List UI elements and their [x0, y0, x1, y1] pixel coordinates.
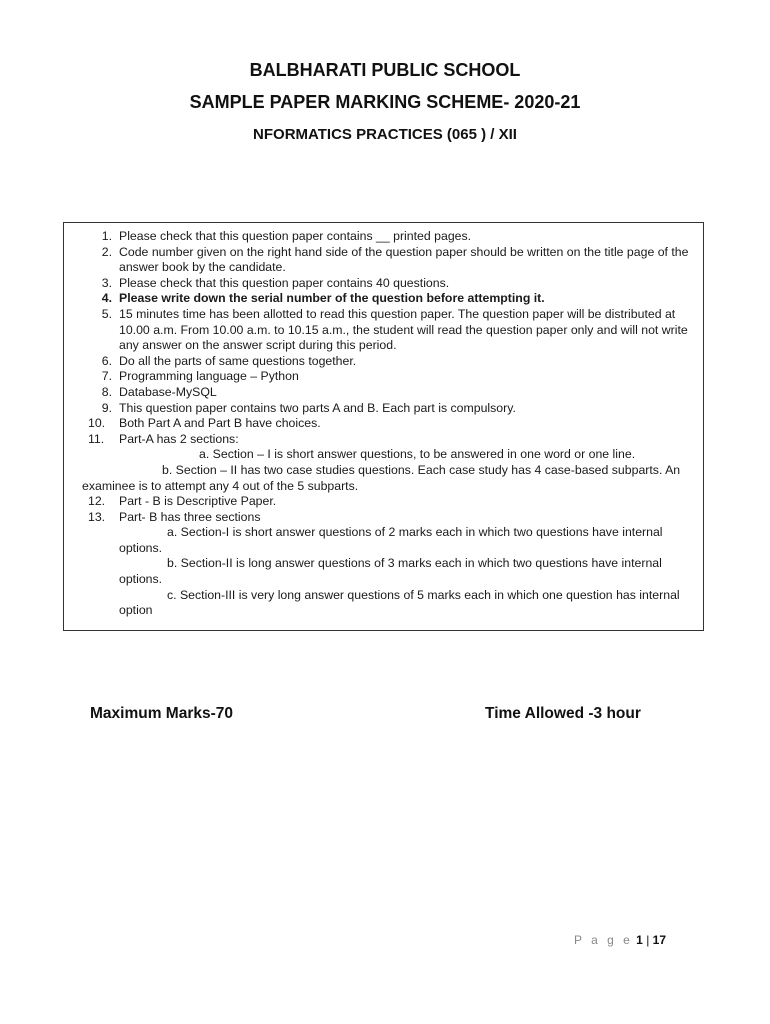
instruction-subitem: b. Section-II is long answer questions of 3 marks each in which two questions have internal options.: [119, 556, 662, 587]
subject-title: NFORMATICS PRACTICES (065 ) / XII: [253, 126, 517, 143]
instruction-item: 13. Part- B has three sections: [88, 509, 261, 524]
instruction-item: 10. Both Part A and Part B have choices.: [88, 416, 321, 431]
instruction-item: 5. 15 minutes time has been allotted to read this question paper. The question paper will be distributed at 10.00 a.m. From 10.00 a.m. to 10.15 a.m., the student will read the question paper only and will not write any answer on the answer script during this period.: [101, 306, 688, 353]
page-current: 1: [636, 933, 643, 947]
instruction-item: 12. Part - B is Descriptive Paper.: [88, 494, 277, 509]
instruction-item: 7. Programming language – Python: [101, 369, 299, 384]
time-allowed: Time Allowed -3 hour: [485, 705, 641, 722]
instruction-subitem: a. Section – I is short answer questions, to be answered in one word or one line.: [199, 447, 636, 462]
page-label: P a g e: [574, 933, 633, 947]
instruction-subitem: a. Section-I is short answer questions of 2 marks each in which two questions have internal options.: [119, 525, 663, 555]
instruction-item: 1. Please check that this question paper contains __ printed pages.: [101, 229, 472, 243]
instruction-item: 6. Do all the parts of same questions together.: [101, 353, 357, 368]
instruction-item: 3. Please check that this question paper contains 40 questions.: [101, 275, 450, 290]
instruction-item: 4. Please write down the serial number of the question before attempting it.: [101, 291, 545, 306]
page-footer: [574, 933, 666, 947]
page-separator: |: [646, 933, 650, 947]
maximum-marks: Maximum Marks-70: [90, 705, 234, 722]
instruction-subitem: c. Section-III is very long answer questions of 5 marks each in which one question has internal option: [119, 587, 680, 618]
instruction-item: 11. Part-A has 2 sections:: [88, 431, 239, 446]
paper-title: SAMPLE PAPER MARKING SCHEME- 2020-21: [189, 92, 581, 112]
instruction-item: 9. This question paper contains two parts A and B. Each part is compulsory.: [101, 400, 516, 415]
instruction-subitem: b. Section – II has two case studies questions. Each case study has 4 case-based subparts. An examinee is to attempt any 4 out of the 5 subparts.: [82, 462, 681, 493]
instructions-box: [63, 222, 704, 631]
instructions-list: [82, 229, 700, 619]
school-name: BALBHARATI PUBLIC SCHOOL: [249, 60, 521, 80]
instruction-item: 8. Database-MySQL: [101, 384, 217, 399]
page-total: 17: [652, 933, 667, 947]
instruction-item: 2. Code number given on the right hand side of the question paper should be written on the title page of the answer book by the candidate.: [101, 244, 689, 275]
